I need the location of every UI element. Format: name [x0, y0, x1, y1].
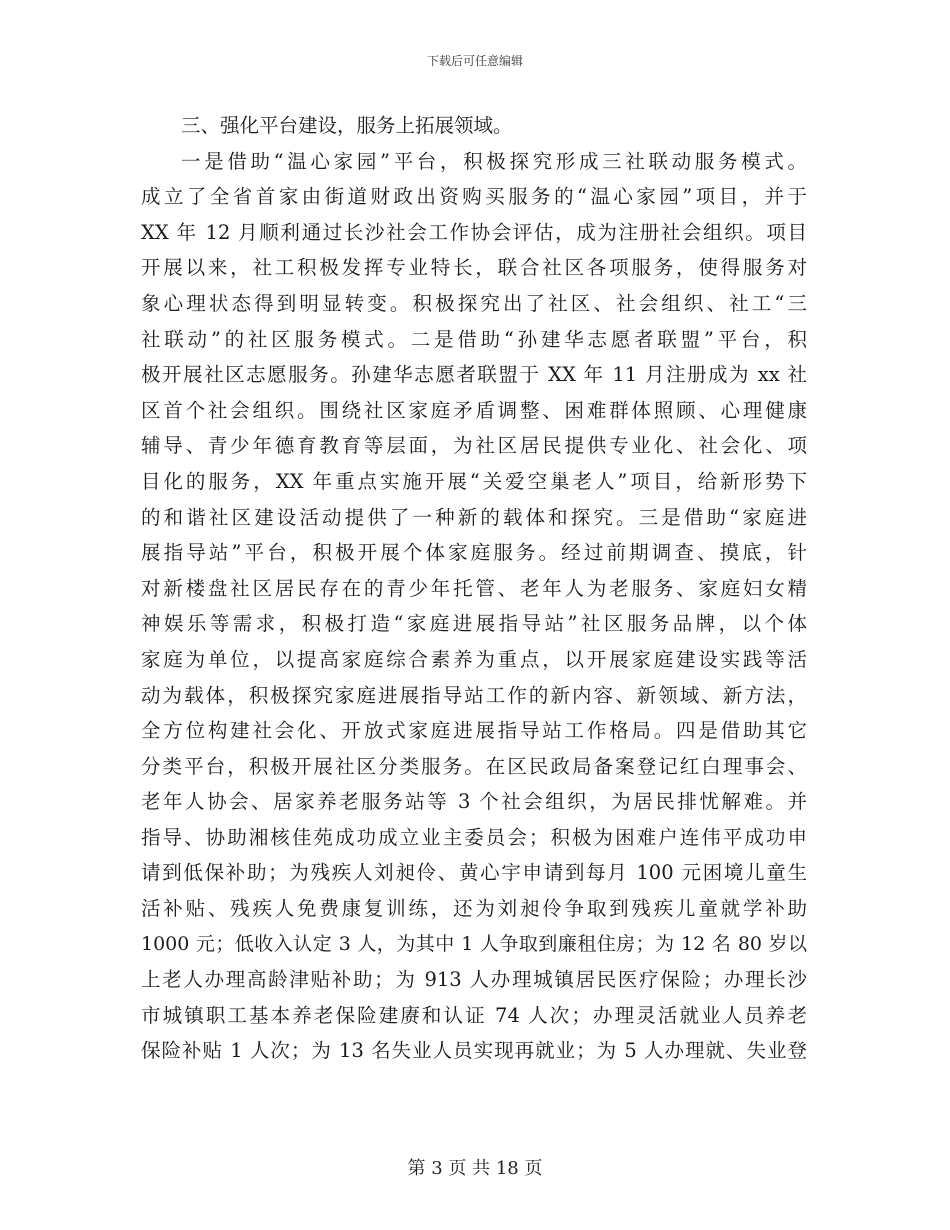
paragraph-line: 上老人办理高龄津贴补助；为 913 人办理城镇居民医疗保险；办理长沙 — [141, 968, 807, 992]
paragraph-line: 区首个社会组织。围绕社区家庭矛盾调整、困难群体照顾、心理健康 — [141, 398, 807, 422]
paragraph-line: 全方位构建社会化、开放式家庭进展指导站工作格局。四是借助其它 — [141, 719, 807, 743]
paragraph-line: 动为载体，积极探究家庭进展指导站工作的新内容、新领域、新方法， — [141, 683, 807, 707]
paragraph-line: 展指导站”平台，积极开展个体家庭服务。经过前期调查、摸底，针 — [141, 541, 807, 565]
paragraph-line: 保险补贴 1 人次；为 13 名失业人员实现再就业；为 5 人办理就、失业登 — [141, 1039, 807, 1063]
paragraph-line: 老年人协会、居家养老服务站等 3 个社会组织，为居民排忧解难。并 — [141, 790, 807, 814]
paragraph-line: 请到低保补助；为残疾人刘昶伶、黄心宇申请到每月 100 元困境儿童生 — [141, 861, 807, 885]
paragraph-line: 社联动”的社区服务模式。二是借助“孙建华志愿者联盟”平台，积 — [141, 327, 807, 351]
paragraph-line: 开展以来，社工积极发挥专业特长，联合社区各项服务，使得服务对 — [141, 256, 807, 280]
paragraph-line: XX 年 12 月顺利通过长沙社会工作协会评估，成为注册社会组织。项目 — [141, 220, 807, 244]
paragraph-line: 活补贴、残疾人免费康复训练，还为刘昶伶争取到残疾儿童就学补助 — [141, 897, 807, 921]
paragraph-line: 市城镇职工基本养老保险建赓和认证 74 人次；办理灵活就业人员养老 — [141, 1003, 807, 1027]
paragraph-line: 分类平台，积极开展社区分类服务。在区民政局备案登记红白理事会、 — [141, 754, 807, 778]
paragraph-line: 极开展社区志愿服务。孙建华志愿者联盟于 XX 年 11 月注册成为 xx 社 — [141, 363, 807, 387]
page-number-footer: 第 3 页 共 18 页 — [407, 1158, 543, 1179]
header-note: 下载后可任意编辑 — [426, 54, 523, 68]
paragraph-line: 一是借助“温心家园”平台，积极探究形成三社联动服务模式。 — [181, 149, 807, 173]
paragraph-line: 对新楼盘社区居民存在的青少年托管、老年人为老服务、家庭妇女精 — [141, 576, 807, 600]
paragraph-line: 辅导、青少年德育教育等层面，为社区居民提供专业化、社会化、项 — [141, 434, 807, 458]
paragraph-line: 神娱乐等需求，积极打造“家庭进展指导站”社区服务品牌，以个体 — [141, 612, 807, 636]
paragraph-line: 象心理状态得到明显转变。积极探究出了社区、社会组织、社工“三 — [141, 291, 807, 315]
paragraph-line: 指导、协助湘核佳苑成功成立业主委员会；积极为困难户连伟平成功申 — [141, 825, 807, 849]
paragraph-line: 的和谐社区建设活动提供了一种新的载体和探究。三是借助“家庭进 — [141, 505, 807, 529]
paragraph-line: 家庭为单位，以提高家庭综合素养为重点，以开展家庭建设实践等活 — [141, 647, 807, 671]
document-body — [141, 108, 807, 1069]
section-heading: 三、强化平台建设，服务上拓展领域。 — [181, 114, 513, 137]
paragraph-line: 1000 元；低收入认定 3 人，为其中 1 人争取到廉租住房；为 12 名 80 岁以 — [141, 932, 807, 955]
paragraph-line: 目化的服务，XX 年重点实施开展“关爱空巢老人”项目，给新形势下 — [141, 469, 807, 493]
paragraph-line: 成立了全省首家由街道财政出资购买服务的“温心家园”项目，并于 — [141, 185, 807, 209]
